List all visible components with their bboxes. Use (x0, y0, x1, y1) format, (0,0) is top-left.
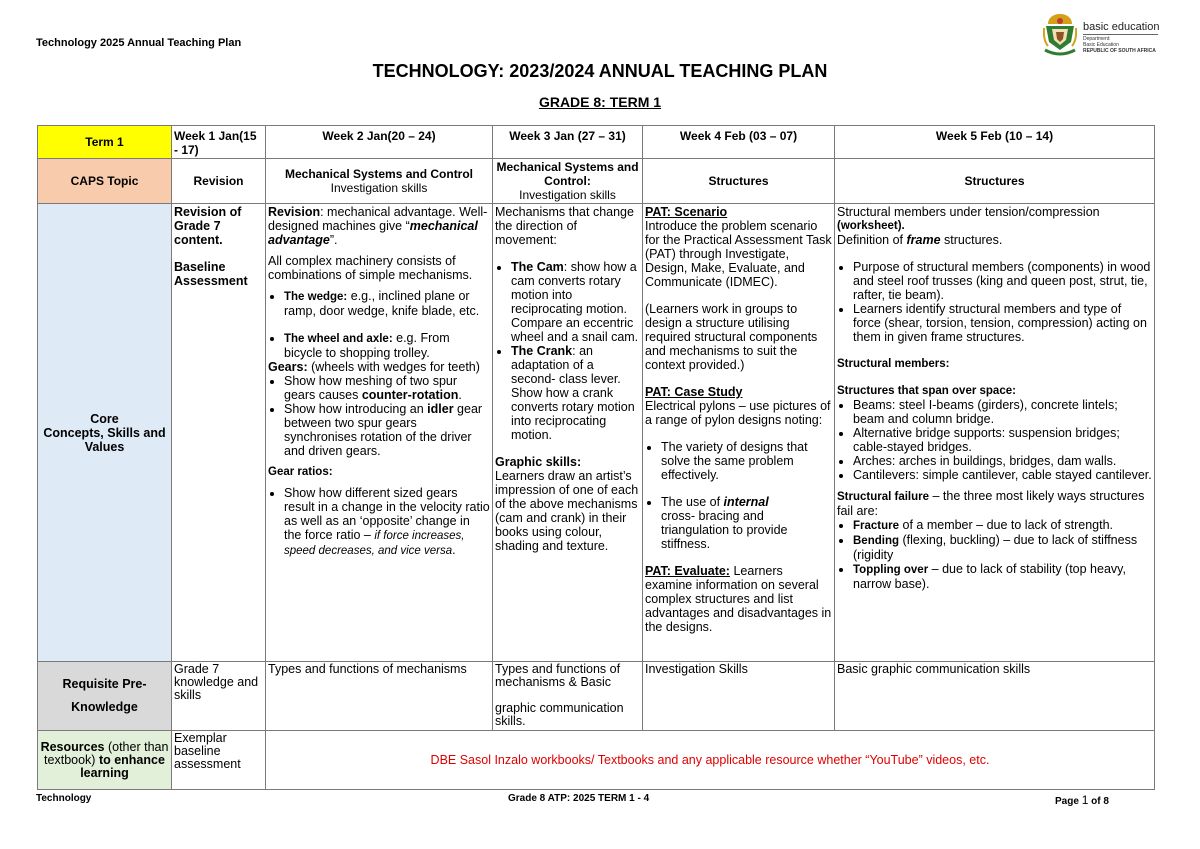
caps-week-1: Revision (172, 159, 266, 204)
footer-grade: Grade 8 ATP: 2025 TERM 1 - 4 (508, 793, 650, 804)
bridge-supports-item: • Alternative bridge supports: suspension bridges; cable-stayed bridges. (853, 426, 1152, 454)
core-week-3: Mechanisms that change the direction of movement: • The Cam: show how a cam converts rotary motion into reciprocating motion. Compare an eccentric wheel and a snail cam. • The Crank: an adaptation of a second- class lever. Show how a crank converts rotary motion into reciprocating motion. Graphic skills: Learners draw an artist’s impression of one of each of the above mechanisms (cam and crank) in their books using colour, shading and texture. (493, 204, 643, 662)
requisite-week-3: Types and functions of mechanisms & Basic graphic communication skills. (493, 662, 643, 731)
identify-members-item: • Learners identify structural members and type of force (shear, torsion, tension, compression) acting on them in given frame structures. (853, 302, 1152, 344)
resources-row (38, 731, 1155, 790)
resources-merged: DBE Sasol Inzalo workbooks/ Textbooks and any applicable resource whether “YouTube” videos, etc. (266, 731, 1155, 790)
caps-week-3: Mechanical Systems and Control: Investigation skills (493, 159, 643, 204)
requisite-week-1: Grade 7 knowledge and skills (172, 662, 266, 731)
gear-meshing-item: • Show how meshing of two spur gears causes counter-rotation. (284, 374, 490, 402)
core-week-5: Structural members under tension/compression (worksheet). Definition of frame structures. • Purpose of structural members (components) in wood and steel roof trusses (king and queen post, strut, tie, rafter, tie beam). • Learners identify structural members and type of force (shear, torsion, tension, compression) acting on them in given frame structures. Structural members: Structures that span over space: • Beams: steel I-beams (girders), concrete lintels; beam and column bridge. • Alternative bridge supports: suspension bridges; cable-stayed bridges. • Arches: arches in buildings, bridges, dam walls. • Cantilevers: simple cantilever, cable stayed cantilever. Structural failure – the three most likely ways structures fail are: • Fracture of a member – due to lack of strength. • Bending (flexing, buckling) – due to lack of stiffness (rigidity • Toppling over – due to lack of stability (top heavy, narrow base). (835, 204, 1155, 662)
requisite-week-5: Basic graphic communication skills (835, 662, 1155, 731)
resources-label: Resources (other than textbook) to enhance learning (38, 731, 172, 790)
week-4-header: Week 4 Feb (03 – 07) (643, 126, 835, 159)
pylon-variety-item: • The variety of designs that solve the same problem effectively. (661, 440, 832, 482)
core-concepts-label: Core Concepts, Skills and Values (38, 204, 172, 662)
requisite-knowledge-row (38, 662, 1155, 731)
resources-week-1: Exemplar baseline assessment (172, 731, 266, 790)
bending-item: • Bending (flexing, buckling) – due to lack of stiffness (rigidity (853, 533, 1152, 562)
logo-divider (1083, 34, 1158, 35)
term-label: Term 1 (38, 126, 172, 159)
crank-item: • The Crank: an adaptation of a second- class lever. Show how a crank converts rotary motion into reciprocating motion. (511, 344, 640, 442)
page-subtitle: GRADE 8: TERM 1 (538, 94, 662, 110)
arches-item: • Arches: arches in buildings, bridges, dam walls. (853, 454, 1152, 468)
core-week-2: Revision: mechanical advantage. Well-designed machines give “mechanical advantage”. All complex machinery consists of combinations of simple mechanisms. • The wedge: e.g., inclined plane or ramp, door wedge, knife blade, etc. • The wheel and axle: e.g. From bicycle to shopping trolley. Gears: (wheels with wedges for teeth) • Show how meshing of two spur gears causes counter-rotation. • Show how introducing an idler gear between two spur gears synchronises rotation of the driver and driven gears. Gear ratios: • Show how different sized gears result in a change in the velocity ratio as well as an ‘opposite’ change in the force ratio – if force increases, speed decreases, and vice versa. (266, 204, 493, 662)
week-2-header: Week 2 Jan(20 – 24) (266, 126, 493, 159)
gear-ratio-item: • Show how different sized gears result in a change in the velocity ratio as well as an ‘opposite’ change in the force ratio – if force increases, speed decreases, and vice versa. (284, 486, 490, 558)
logo-department: Department: Basic Education REPUBLIC OF SOUTH AFRICA (1083, 36, 1156, 54)
footer-page-number: Page 1 of 8 (1055, 793, 1109, 807)
week-3-header: Week 3 Jan (27 – 31) (493, 126, 643, 159)
running-title: Technology 2025 Annual Teaching Plan (36, 37, 242, 49)
coat-of-arms-icon (1043, 12, 1077, 58)
footer-subject: Technology (36, 793, 92, 804)
caps-topic-label: CAPS Topic (38, 159, 172, 204)
dbe-logo (1043, 12, 1163, 60)
requisite-week-4: Investigation Skills (643, 662, 835, 731)
purpose-item: • Purpose of structural members (components) in wood and steel roof trusses (king and queen post, strut, tie, rafter, tie beam). (853, 260, 1152, 302)
toppling-item: • Toppling over – due to lack of stability (top heavy, narrow base). (853, 562, 1152, 591)
caps-week-4: Structures (643, 159, 835, 204)
week-1-header: Week 1 Jan(15 - 17) (172, 126, 266, 159)
beams-item: • Beams: steel I-beams (girders), concrete lintels; beam and column bridge. (853, 398, 1152, 426)
core-week-1: Revision of Grade 7 content. Baseline Assessment (172, 204, 266, 662)
idler-gear-item: • Show how introducing an idler gear between two spur gears synchronises rotation of the driver and driven gears. (284, 402, 490, 458)
requisite-knowledge-label: Requisite Pre- Knowledge (38, 662, 172, 731)
core-concepts-row (38, 204, 1155, 662)
caps-week-5: Structures (835, 159, 1155, 204)
teaching-plan-table (37, 125, 1155, 790)
logo-name: basic education (1083, 21, 1160, 33)
caps-week-2: Mechanical Systems and Control Investigation skills (266, 159, 493, 204)
week-5-header: Week 5 Feb (10 – 14) (835, 126, 1155, 159)
cam-item: • The Cam: show how a cam converts rotary motion into reciprocating motion. Compare an eccentric wheel and a snail cam. (511, 260, 640, 344)
fracture-item: • Fracture of a member – due to lack of strength. (853, 518, 1152, 533)
wheel-axle-item: • The wheel and axle: e.g. From bicycle to shopping trolley. (284, 331, 490, 360)
wedge-item: • The wedge: e.g., inclined plane or ramp, door wedge, knife blade, etc. (284, 289, 490, 318)
caps-topic-row (38, 159, 1155, 204)
core-week-4: PAT: Scenario Introduce the problem scenario for the Practical Assessment Task (PAT) through Investigate, Design, Make, Evaluate, and Communicate (IDMEC). (Learners work in groups to design a structure utilising required structural components and mechanisms to suit the context provided.) PAT: Case Study Electrical pylons – use pictures of a range of pylon designs noting: • The variety of designs that solve the same problem effectively. • The use of internal cross- bracing and triangulation to provide stiffness. PAT: Evaluate: Learners examine information on several complex structures and list advantages and disadvantages in the designs. (643, 204, 835, 662)
term-row (38, 126, 1155, 159)
requisite-week-2: Types and functions of mechanisms (266, 662, 493, 731)
page-title: TECHNOLOGY: 2023/2024 ANNUAL TEACHING PLAN (372, 61, 828, 81)
cross-bracing-item: • The use of internal cross- bracing and triangulation to provide stiffness. (661, 495, 832, 551)
cantilevers-item: • Cantilevers: simple cantilever, cable stayed cantilever. (853, 468, 1152, 482)
